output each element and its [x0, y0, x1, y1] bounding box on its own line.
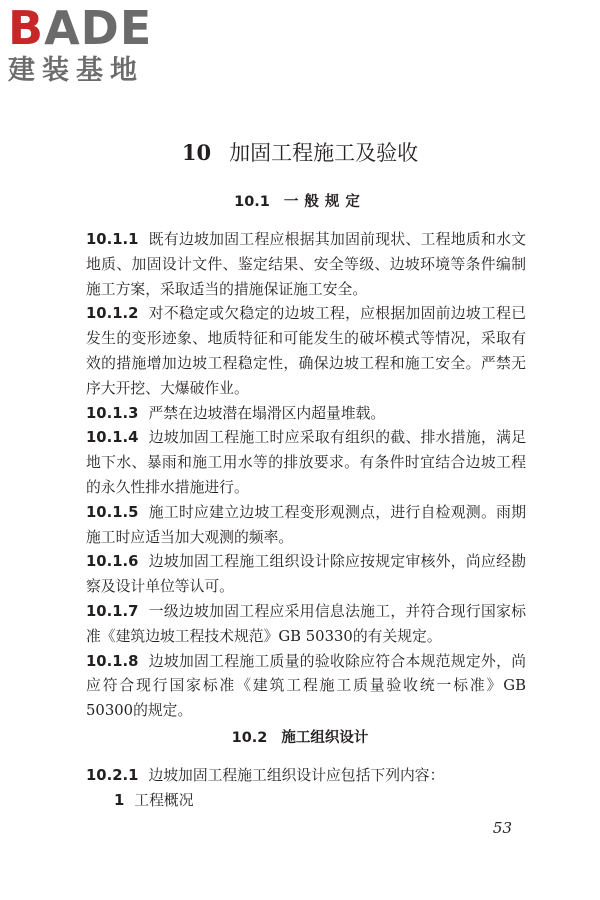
clause-10-2-1 [86, 764, 526, 789]
clause-10-1-2 [86, 302, 526, 401]
clause-number: 10.1.4 [86, 429, 139, 447]
clause-text: 对不稳定或欠稳定的边坡工程，应根据加固前边坡工程已发生的变形迹象、地质特征和可能发生的破坏模式等情况，采取有效的措施增加边坡工程稳定性，确保边坡工程和施工安全。严禁无序大开挖、大爆破作业。 [86, 305, 526, 397]
clause-text: 严禁在边坡潜在塌滑区内超量堆载。 [148, 404, 386, 422]
clause-number: 10.1.3 [86, 404, 139, 422]
clause-text: 边坡加固工程施工时应采取有组织的截、排水措施，满足地下水、暴雨和施工用水等的排放要求。有条件时宜结合边坡工程的永久性排水措施进行。 [86, 429, 526, 496]
clause-10-1-6 [86, 550, 526, 600]
clause-10-1-1 [86, 228, 526, 302]
clause-number: 10.1.5 [86, 503, 139, 521]
clause-number: 10.1.8 [86, 652, 139, 670]
clause-text: 既有边坡加固工程应根据其加固前现状、工程地质和水文地质、加固设计文件、鉴定结果、安全等级、边坡环境等条件编制施工方案，采取适当的措施保证施工安全。 [86, 231, 526, 298]
clause-10-1-4 [86, 426, 526, 500]
clause-number: 10.1.6 [86, 553, 139, 571]
clause-text: 边坡加固工程施工组织设计除应按规定审核外，尚应经勘察及设计单位等认可。 [86, 553, 526, 596]
logo-subtitle: 建装基地 [8, 55, 144, 86]
section-10-1-body [86, 228, 526, 724]
section-heading-10-1 [0, 192, 600, 212]
clause-10-1-3 [86, 402, 526, 427]
clause-text: 一级边坡加固工程应采用信息法施工，并符合现行国家标准《建筑边坡工程技术规范》GB 50330的有关规定。 [86, 602, 526, 645]
list-item-number: 1 [114, 791, 125, 809]
page-number: 53 [492, 819, 512, 837]
clause-number: 10.2.1 [86, 767, 139, 784]
clause-10-1-5 [86, 501, 526, 551]
section-number: 10.2 [231, 730, 268, 746]
chapter-title-text: 加固工程施工及验收 [229, 141, 419, 165]
section-title-text: 一般规定 [283, 194, 366, 210]
clause-text: 边坡加固工程施工组织设计应包括下列内容： [148, 767, 445, 784]
clause-number: 10.1.2 [86, 305, 139, 323]
clause-10-1-8 [86, 650, 526, 724]
section-number: 10.1 [234, 194, 270, 210]
chapter-title [0, 138, 600, 168]
clause-10-1-7 [86, 600, 526, 650]
list-item [86, 789, 526, 814]
section-title-text: 施工组织设计 [281, 730, 369, 746]
logo-wordmark: BADE [8, 1, 153, 55]
clause-text: 边坡加固工程施工质量的验收除应符合本规范规定外，尚应符合现行国家标准《建筑工程施工质量验收统一标准》GB 50300的规定。 [86, 652, 526, 720]
list-item-text: 工程概况 [134, 791, 194, 809]
clause-number: 10.1.1 [86, 231, 139, 248]
chapter-number: 10 [181, 140, 212, 165]
section-heading-10-2 [0, 728, 600, 748]
section-10-2-body [86, 764, 526, 814]
clause-text: 施工时应建立边坡工程变形观测点，进行自检观测。雨期施工时应适当加大观测的频率。 [86, 503, 526, 546]
clause-number: 10.1.7 [86, 602, 139, 620]
site-logo [8, 1, 178, 88]
